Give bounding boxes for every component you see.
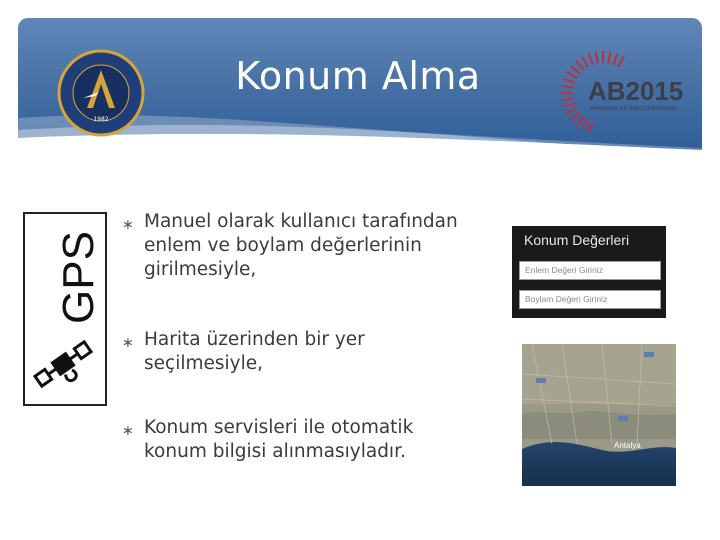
logo-ab2015-text: AB2015 [588, 76, 684, 106]
bullet-mark: ∗ [122, 335, 134, 351]
bullet-item [122, 210, 462, 282]
longitude-input[interactable]: Boylam Değeri Giriniz [519, 290, 661, 309]
panel-title: Konum Değerleri [524, 232, 630, 248]
bullet-text: Harita üzerinden bir yer seçilmesiyle, [144, 329, 365, 374]
bullet-mark: ∗ [122, 217, 134, 233]
satellite-icon [34, 341, 98, 397]
bullet-item [122, 328, 462, 376]
bullet-mark: ∗ [122, 423, 134, 439]
map-city-label: Antalya [614, 441, 641, 450]
gps-satellite-icon [23, 212, 107, 406]
logo-year-text: 1982 [93, 116, 109, 123]
gps-label: GPS [54, 231, 103, 324]
slide-header [18, 18, 702, 150]
satellite-map[interactable] [522, 344, 676, 486]
logo-conference-text: AKADEMİK BİLİŞİM KONFERANSI [590, 106, 677, 112]
location-form-panel [512, 226, 666, 318]
ab2015-conference-logo [558, 48, 698, 138]
page-title: Konum Alma [235, 54, 481, 98]
latitude-input[interactable]: Enlem Değeri Giriniz [519, 261, 661, 280]
akdeniz-university-logo [53, 48, 149, 138]
bullet-text: Konum servisleri ile otomatik konum bilgisi alınmasıyladır. [144, 417, 414, 462]
bullet-item [122, 416, 462, 464]
bullet-text: Manuel olarak kullanıcı tarafından enlem ve boylam değerlerinin girilmesiyle, [144, 211, 458, 280]
